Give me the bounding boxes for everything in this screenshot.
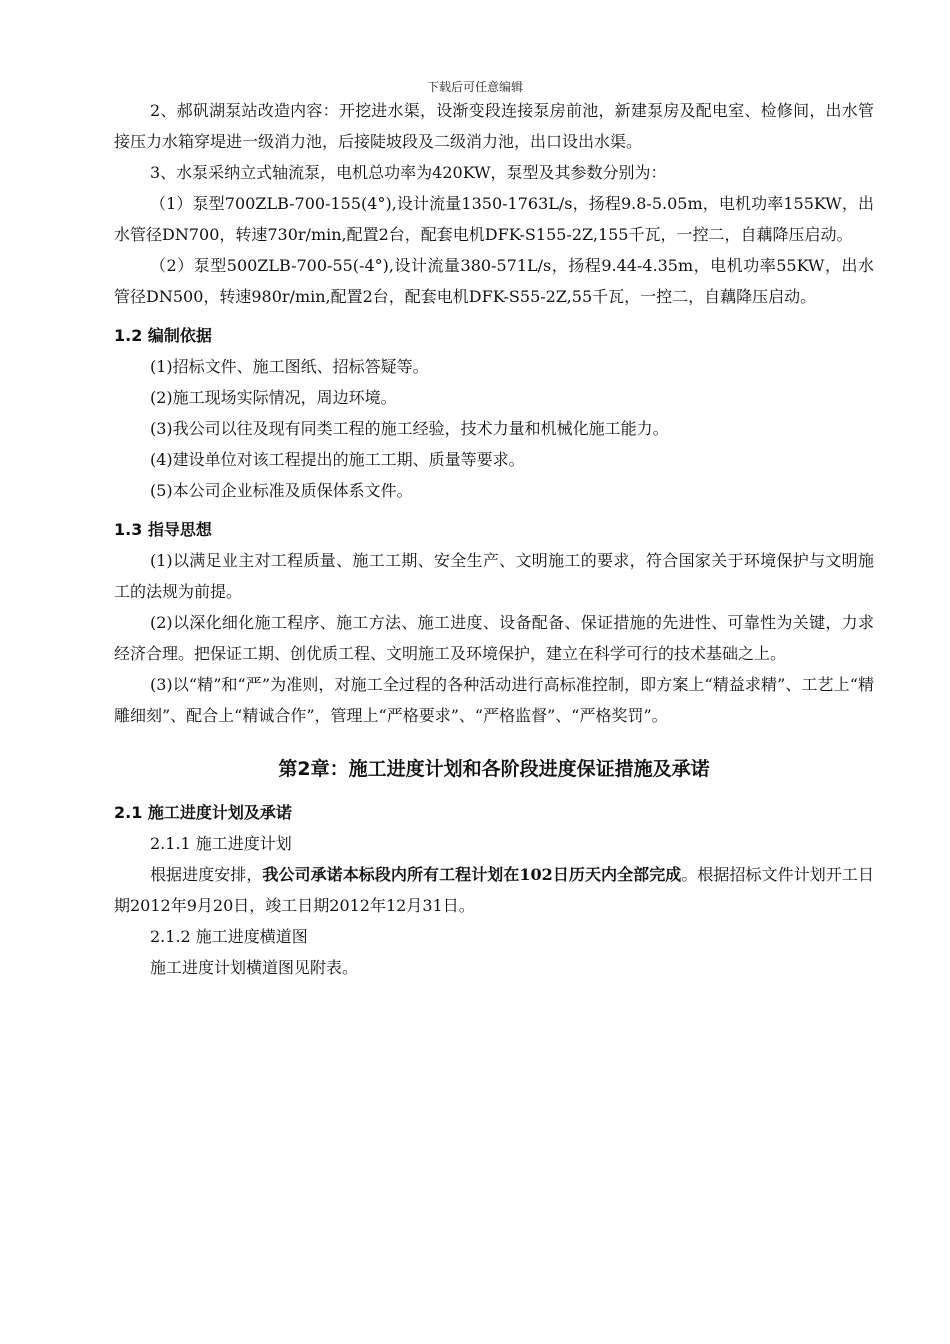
paragraph-station-renovation: 2、郝矾湖泵站改造内容：开挖进水渠，设渐变段连接泵房前池，新建泵房及配电室、检修间，出水管接压力水箱穿堤进一级消力池，后接陡坡段及二级消力池，出口设出水渠。 [114,101,874,151]
list-item: (3)我公司以往及现有同类工程的施工经验，技术力量和机械化施工能力。 [150,419,669,438]
chapter-title: 第2章：施工进度计划和各阶段进度保证措施及承诺 [278,758,710,780]
paragraph-lead: 根据进度安排， [150,865,263,884]
section-heading-2-1: 2.1 施工进度计划及承诺 [114,803,292,822]
list-item: (2)施工现场实际情况，周边环境。 [150,388,397,407]
section-heading-1-2: 1.2 编制依据 [114,326,212,345]
paragraph-pump-1: （1）泵型700ZLB-700-155(4°),设计流量1350-1763L/s，扬程9.8-5.05m，电机功率155KW，出水管径DN700，转速730r/min,配置2台，配套电机DFK-S155-2Z,155千瓦，一控二，自藕降压启动。 [114,194,874,244]
list-item: (5)本公司企业标准及质保体系文件。 [150,481,413,500]
paragraph-pump-2: （2）泵型500ZLB-700-55(-4°),设计流量380-571L/s，扬程9.44-4.35m，电机功率55KW，出水管径DN500，转速980r/min,配置2台，配套电机DFK-S55-2Z,55千瓦，一控二，自藕降压启动。 [114,256,874,306]
list-item: (4)建设单位对该工程提出的施工工期、质量等要求。 [150,450,525,469]
list-item: (1)以满足业主对工程质量、施工工期、安全生产、文明施工的要求，符合国家关于环境保护与文明施工的法规为前提。 [114,551,874,601]
list-item: (3)以“精”和“严”为准则，对施工全过程的各种活动进行高标准控制，即方案上“精益求精”、工艺上“精雕细刻”、配合上“精诚合作”，管理上“严格要求”、“严格监督”、“严格奖罚”。 [114,675,874,725]
subsection-heading-2-1-2: 2.1.2 施工进度横道图 [150,927,308,946]
paragraph-schedule-commitment [114,859,874,921]
paragraph-tail: 。根据招标文件计划开工日期2012年9月20日，竣工日期2012年12月31日。 [114,865,874,915]
section-heading-1-3: 1.3 指导思想 [114,520,212,539]
page-header: 下载后可任意编辑 [426,80,523,94]
subsection-heading-2-1-1: 2.1.1 施工进度计划 [150,834,292,853]
paragraph-pump-type: 3、水泵采纳立式轴流泵，电机总功率为420KW，泵型及其参数分别为： [150,163,667,182]
commitment-bold-text: 我公司承诺本标段内所有工程计划在102日历天内全部完成 [262,865,682,884]
page-content [114,95,874,983]
list-item: (1)招标文件、施工图纸、招标答疑等。 [150,357,429,376]
list-item: (2)以深化细化施工程序、施工方法、施工进度、设备配备、保证措施的先进性、可靠性为关键，力求经济合理。把保证工期、创优质工程、文明施工及环境保护，建立在科学可行的技术基础之上。 [114,613,874,663]
paragraph-gantt-reference: 施工进度计划横道图见附表。 [150,958,359,977]
